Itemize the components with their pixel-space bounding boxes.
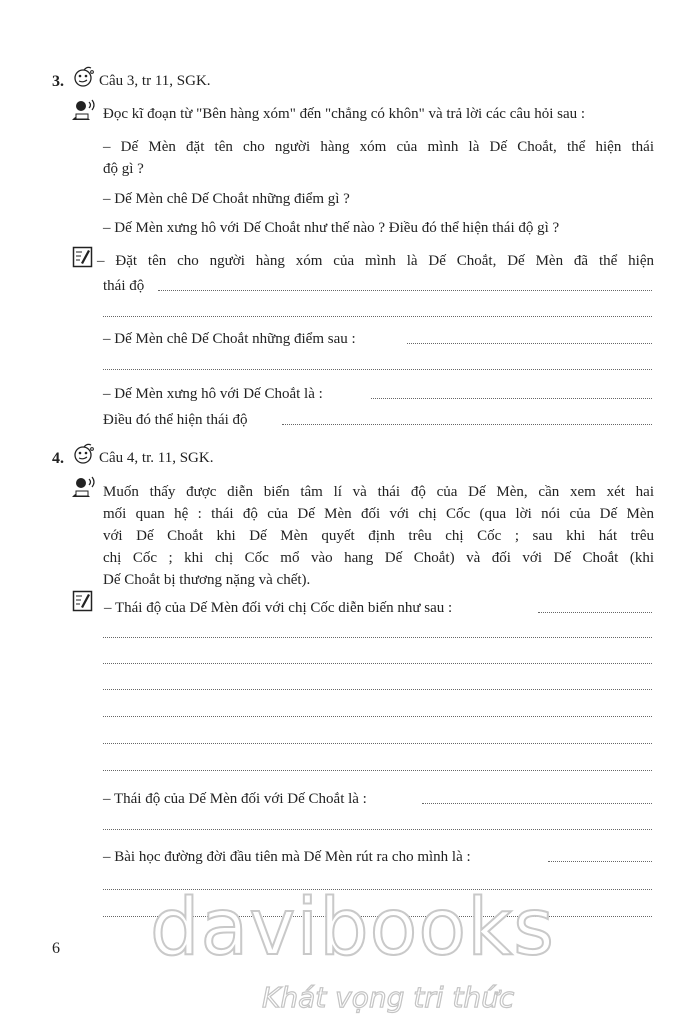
section-4-instruction-line-5: Dế Choắt bị thương nặng và chết). bbox=[103, 572, 311, 588]
page-number: 6 bbox=[52, 940, 60, 957]
section-4-number: 4. bbox=[52, 450, 64, 467]
reading-person-icon bbox=[70, 475, 98, 499]
section-3-question-1-line-1: – Dế Mèn đặt tên cho người hàng xóm của mình là Dế Choắt, thể hiện thái bbox=[103, 139, 654, 155]
section-3-title: Câu 3, tr 11, SGK. bbox=[99, 73, 211, 89]
section-4-instruction-line-1: Muốn thấy được diễn biến tâm lí và thái độ của Dế Mèn, cần xem xét hai bbox=[103, 484, 654, 500]
notebook-pencil-icon bbox=[72, 246, 94, 268]
answer-blank-line[interactable] bbox=[103, 716, 652, 717]
answer-blank-line[interactable] bbox=[538, 612, 652, 613]
thinking-face-icon bbox=[72, 66, 96, 88]
notebook-pencil-icon bbox=[72, 590, 94, 612]
watermark-slogan: Khát vọng tri thức bbox=[262, 981, 515, 1014]
reading-person-icon bbox=[70, 98, 98, 122]
answer-blank-line[interactable] bbox=[407, 343, 652, 344]
answer-blank-line[interactable] bbox=[548, 861, 652, 862]
section-3-answer-2: – Dế Mèn chê Dế Choắt những điểm sau : bbox=[103, 331, 356, 347]
section-4-instruction-line-2: mối quan hệ : thái độ của Dế Mèn đối với chị Cốc (qua lời nói của Dế Mèn bbox=[103, 506, 654, 522]
answer-blank-line[interactable] bbox=[282, 424, 652, 425]
section-3-answer-4: Điều đó thể hiện thái độ bbox=[103, 412, 248, 428]
section-4-instruction-line-4: chị Cốc ; khi chị Cốc mổ vào hang Dế Choắt) và đối với Dế Choắt (khi bbox=[103, 550, 654, 566]
answer-blank-line[interactable] bbox=[103, 829, 652, 830]
answer-blank-line[interactable] bbox=[158, 290, 652, 291]
thinking-face-icon bbox=[72, 443, 96, 465]
answer-blank-line[interactable] bbox=[103, 743, 652, 744]
answer-blank-line[interactable] bbox=[103, 637, 652, 638]
section-3-question-1-line-2: độ gì ? bbox=[103, 161, 144, 177]
section-4-answer-1: – Thái độ của Dế Mèn đối với chị Cốc diễn biến như sau : bbox=[104, 600, 453, 616]
answer-blank-line[interactable] bbox=[103, 316, 652, 317]
answer-blank-line[interactable] bbox=[422, 803, 652, 804]
section-3-answer-1-line-1: – Đặt tên cho người hàng xóm của mình là Dế Choắt, Dế Mèn đã thể hiện bbox=[97, 253, 654, 269]
section-4-answer-3: – Bài học đường đời đầu tiên mà Dế Mèn rút ra cho mình là : bbox=[103, 849, 471, 865]
section-4-answer-2: – Thái độ của Dế Mèn đối với Dế Choắt là : bbox=[103, 791, 367, 807]
watermark-brand: davibooks bbox=[150, 883, 555, 973]
section-3-answer-3: – Dế Mèn xưng hô với Dế Choắt là : bbox=[103, 386, 323, 402]
section-4-instruction-line-3: với Dế Choắt khi Dế Mèn quyết định trêu chị Cốc ; sau khi hát trêu bbox=[103, 528, 654, 544]
section-3-question-3: – Dế Mèn xưng hô với Dế Choắt như thế nào ? Điều đó thể hiện thái độ gì ? bbox=[103, 220, 560, 236]
section-3-number: 3. bbox=[52, 73, 64, 90]
section-3-answer-1-line-2: thái độ bbox=[103, 278, 145, 294]
answer-blank-line[interactable] bbox=[103, 369, 652, 370]
section-3-question-2: – Dế Mèn chê Dế Choắt những điểm gì ? bbox=[103, 191, 350, 207]
answer-blank-line[interactable] bbox=[103, 689, 652, 690]
answer-blank-line[interactable] bbox=[371, 398, 652, 399]
answer-blank-line[interactable] bbox=[103, 663, 652, 664]
section-3-instruction: Đọc kĩ đoạn từ "Bên hàng xóm" đến "chẳng có khôn" và trả lời các câu hỏi sau : bbox=[103, 106, 586, 122]
section-4-title: Câu 4, tr. 11, SGK. bbox=[99, 450, 214, 466]
answer-blank-line[interactable] bbox=[103, 770, 652, 771]
